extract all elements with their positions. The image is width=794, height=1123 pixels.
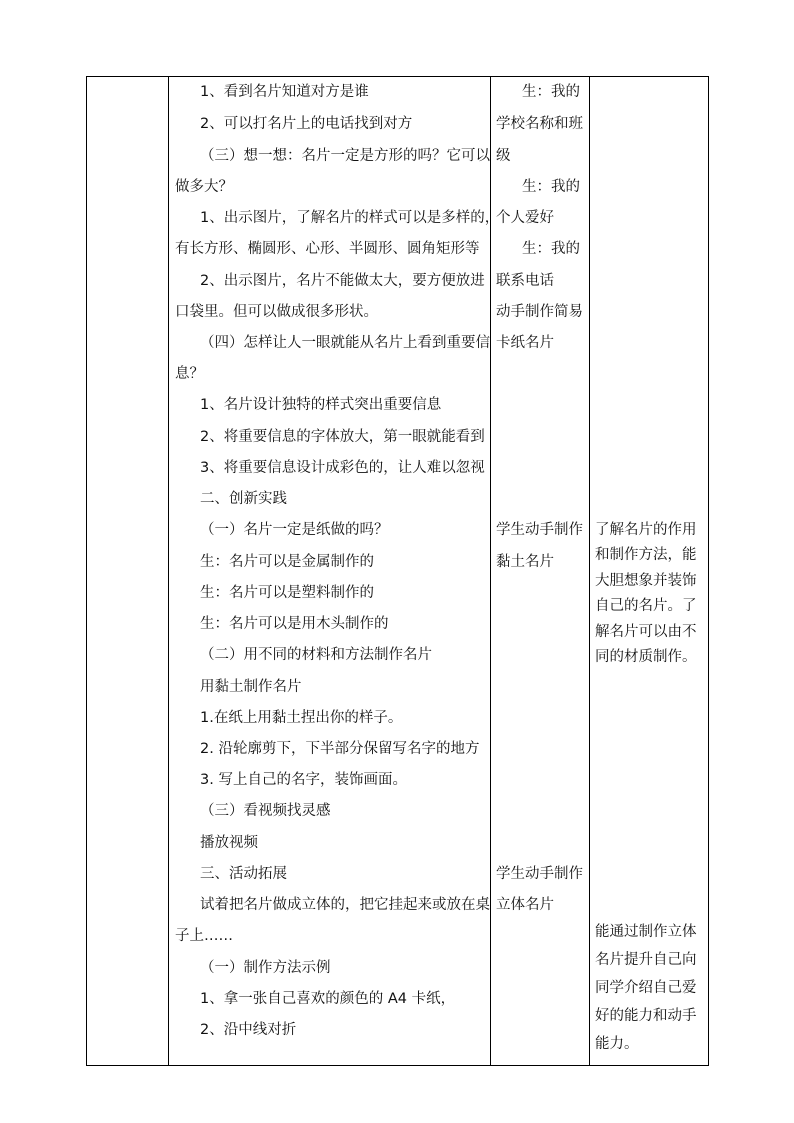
student-line: 生：我的: [522, 179, 580, 195]
content-line: 用黏土制作名片: [200, 679, 302, 695]
content-line: 有长方形、椭圆形、心形、半圆形、圆角矩形等: [175, 241, 480, 257]
teaching-content-cell: [169, 77, 500, 1066]
student-line: 动手制作简易: [496, 304, 583, 320]
content-line: 生：名片可以是金属制作的: [200, 554, 374, 570]
content-line: （三）看视频找灵感: [200, 803, 331, 819]
content-line: 3、将重要信息设计成彩色的，让人难以忽视: [200, 460, 485, 476]
student-line: 立体名片: [496, 897, 554, 913]
content-line: 息？: [175, 366, 204, 382]
intent-line: 能通过制作立体: [595, 924, 697, 940]
intent-line: 自己的名片。了: [595, 598, 697, 614]
stage-column-cell: [87, 77, 169, 1066]
section-heading: 二、创新实践: [200, 491, 287, 507]
student-line: 学生动手制作: [496, 522, 583, 538]
content-line: （四）怎样让人一眼就能从名片上看到重要信: [200, 335, 490, 351]
intent-line: 能力。: [595, 1036, 639, 1052]
intent-line: 同的材质制作。: [595, 649, 697, 665]
content-line: 1、出示图片，了解名片的样式可以是多样的，: [200, 210, 500, 226]
student-line: 个人爱好: [496, 210, 554, 226]
content-line: 1.在纸上用黏土捏出你的样子。: [200, 710, 403, 726]
content-line: 1、名片设计独特的样式突出重要信息: [200, 397, 442, 413]
content-line: 播放视频: [200, 835, 258, 851]
intent-line: 了解名片的作用: [595, 522, 697, 538]
content-line: 1、拿一张自己喜欢的颜色的 A4 卡纸，: [200, 991, 456, 1007]
intent-line: 和制作方法，能: [595, 547, 697, 563]
content-line: （二）用不同的材料和方法制作名片: [200, 647, 432, 663]
design-intent-cell: [590, 77, 709, 1066]
content-line: 2、将重要信息的字体放大，第一眼就能看到: [200, 429, 485, 445]
content-line: 2、沿中线对折: [200, 1022, 297, 1038]
content-line: 做多大？: [175, 179, 233, 195]
content-line: 子上……: [175, 928, 233, 944]
content-line: 试着把名片做成立体的，把它挂起来或放在桌: [200, 897, 490, 913]
student-line: 生：我的: [522, 241, 580, 257]
student-line: 联系电话: [496, 273, 554, 289]
content-line: 3. 写上自己的名字，装饰画面。: [200, 772, 407, 788]
content-line: （一）名片一定是纸做的吗？: [200, 522, 389, 538]
student-line: 级: [496, 148, 511, 164]
intent-line: 解名片可以由不: [595, 624, 697, 640]
content-line: 1、看到名片知道对方是谁: [200, 84, 369, 100]
content-line: 2. 沿轮廓剪下，下半部分保留写名字的地方: [200, 741, 480, 757]
intent-line: 大胆想象并装饰: [595, 573, 697, 589]
content-line: 2、可以打名片上的电话找到对方: [200, 116, 413, 132]
content-line: 生：名片可以是塑料制作的: [200, 585, 374, 601]
intent-line: 同学介绍自己爱: [595, 980, 697, 996]
intent-line: 名片提升自己向: [595, 952, 697, 968]
content-line: （三）想一想：名片一定是方形的吗？它可以: [200, 148, 490, 164]
content-line: 2、出示图片，名片不能做太大，要方便放进: [200, 273, 485, 289]
student-line: 卡纸名片: [496, 335, 554, 351]
intent-line: 好的能力和动手: [595, 1008, 697, 1024]
lesson-plan-table: [86, 76, 709, 1066]
content-line: 口袋里。但可以做成很多形状。: [175, 304, 378, 320]
student-activity-cell: [491, 77, 590, 1066]
student-line: 学生动手制作: [496, 866, 583, 882]
section-heading: 三、活动拓展: [200, 866, 287, 882]
student-line: 生：我的: [522, 84, 580, 100]
student-line: 黏土名片: [496, 554, 554, 570]
student-line: 学校名称和班: [496, 116, 583, 132]
content-line: 生：名片可以是用木头制作的: [200, 616, 389, 632]
content-line: （一）制作方法示例: [200, 960, 331, 976]
